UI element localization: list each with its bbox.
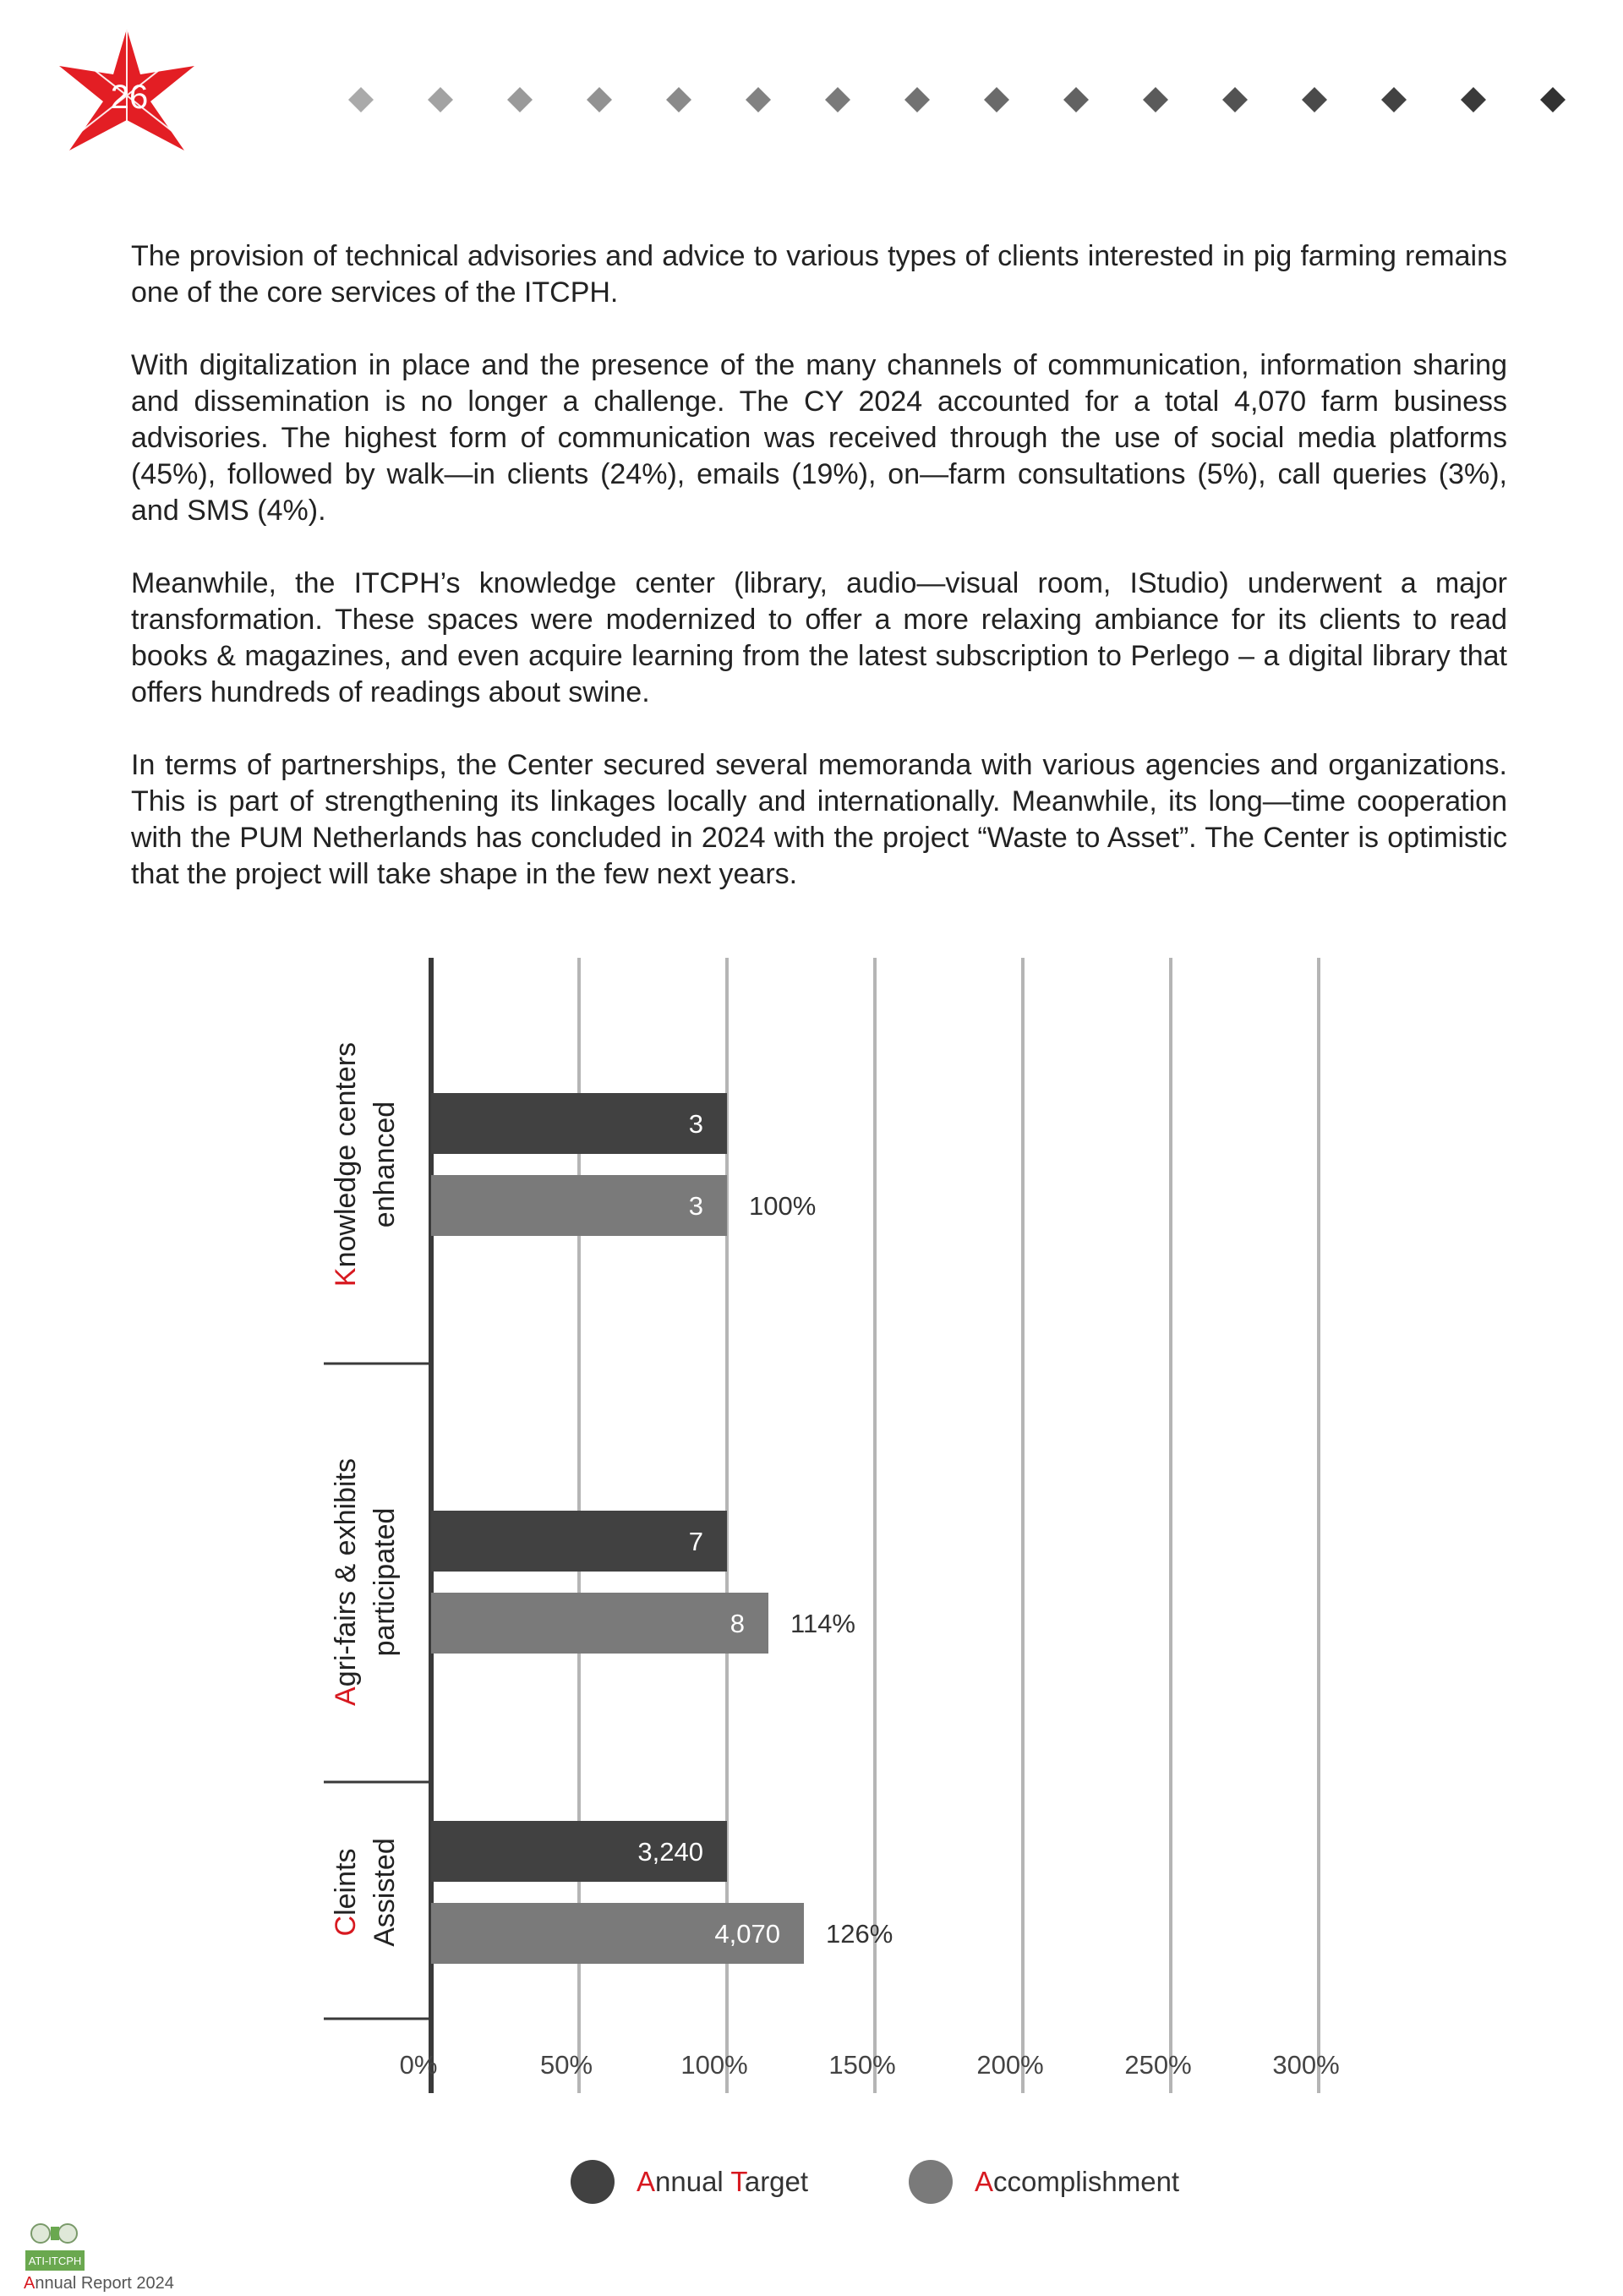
target-value-label: 3 — [688, 1109, 703, 1139]
percent-label: 100% — [749, 1191, 817, 1221]
paragraph: In terms of partnerships, the Center secured several memoranda with various agencies and organizations. This is part of strengthening its linkages locally and internationally. Meanwhile, its long—time cooperation with the PUM Netherlands has concluded in 2024 with the project “Waste to Asset”. The Center is optimistic that the project will take shape in the few next years. — [131, 749, 1507, 890]
target-value-label: 7 — [688, 1527, 703, 1556]
accomplishment-value-label: 8 — [730, 1609, 745, 1638]
chart-legend — [0, 2160, 1623, 2211]
paragraph: The provision of technical advisories and advice to various types of clients interested in pig farming remains one of the core services of the ITCPH. — [131, 240, 1507, 309]
accomplishment-value-label: 3 — [688, 1191, 703, 1221]
category-label — [330, 1042, 401, 1287]
legend-swatch-accomplishment — [909, 2160, 953, 2204]
svg-text:ATI-ITCPH: ATI-ITCPH — [28, 2255, 82, 2267]
page-number: 26 — [110, 79, 149, 116]
footer-report-title: Annual Report 2024 — [24, 2274, 174, 2293]
x-tick-label: 250% — [1124, 2050, 1192, 2080]
accomplishment-value-label: 4,070 — [714, 1919, 780, 1949]
legend-item-target — [571, 2160, 808, 2204]
category-label-line2: Assisted — [369, 1838, 401, 1947]
target-value-label: 3,240 — [637, 1837, 703, 1867]
bar-accomplishment — [431, 1175, 727, 1236]
category-label-line1: Agri-fairs & exhibits — [330, 1458, 362, 1706]
organization-logo — [24, 2222, 86, 2272]
x-tick-label: 300% — [1272, 2050, 1340, 2080]
bar-target — [431, 1511, 727, 1572]
legend-swatch-target — [571, 2160, 615, 2204]
legend-label-accomplishment: Accomplishment — [975, 2166, 1180, 2197]
category-label — [330, 1838, 401, 1947]
legend-label-target: Annual Target — [637, 2166, 809, 2197]
percent-label: 126% — [826, 1919, 893, 1949]
category-label-line2: participated — [369, 1507, 401, 1657]
x-tick-label: 100% — [680, 2050, 748, 2080]
legend-item-accomplishment — [909, 2160, 1179, 2204]
category-label — [330, 1458, 401, 1706]
category-label-line1: Knowledge centers — [330, 1041, 362, 1287]
bar-target — [431, 1093, 727, 1154]
paragraph: With digitalization in place and the presence of the many channels of communication, information sharing and dissemination is no longer a challenge. The CY 2024 accounted for a total 4,070 farm business advisories. The highest form of communication was received through the use of social media platforms (45%), followed by walk—in clients (24%), emails (19%), on—farm consultations (5%), call queries (3%), and SMS (4%). — [131, 349, 1507, 527]
paragraph: Meanwhile, the ITCPH’s knowledge center (library, audio—visual room, IStudio) underwent a major transformation. These spaces were modernized to offer a more relaxing ambiance for its clients to read books & magazines, and even acquire learning from the latest subscription to Perlego – a digital library that offers hundreds of readings about swine. — [131, 567, 1507, 708]
x-tick-label: 0% — [399, 2050, 438, 2080]
x-tick-label: 50% — [539, 2050, 593, 2080]
bar-accomplishment — [431, 1593, 768, 1654]
x-tick-label: 150% — [828, 2050, 896, 2080]
x-tick-label: 200% — [976, 2050, 1044, 2080]
category-label-line1: Cleints — [330, 1848, 362, 1937]
category-label-line2: enhanced — [369, 1101, 401, 1228]
percent-label: 114% — [790, 1609, 855, 1638]
